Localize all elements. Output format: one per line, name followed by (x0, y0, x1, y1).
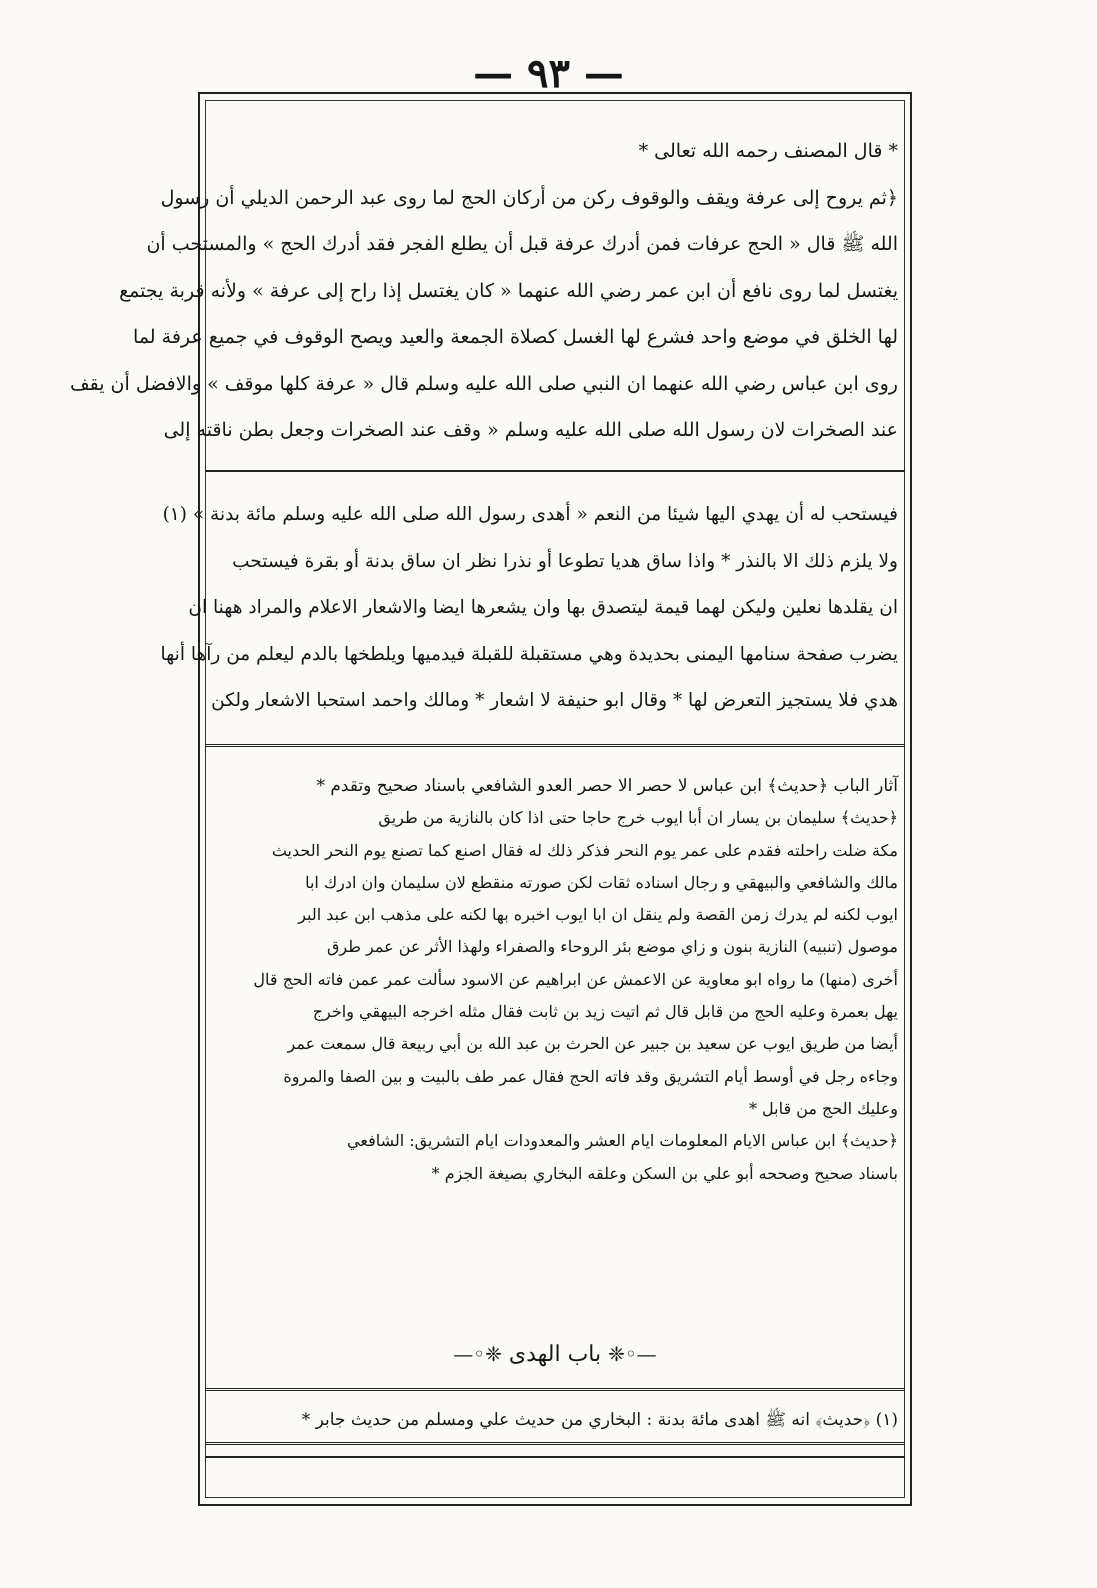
commentary-line: ولا يلزم ذلك الا بالنذر * واذا ساق هديا تطوعا أو نذرا نظر ان ساق بدنة أو بقرة فيستحب (232, 550, 898, 572)
hadith-note-line: يهل بعمرة وعليه الحج من قابل قال ثم اتيت زيد بن ثابت فقال مثله اخرجه البيهقي واخرج (312, 1002, 898, 1022)
footnote-separator (205, 1388, 905, 1391)
main-text-line: * قال المصنف رحمه الله تعالى * (638, 140, 898, 162)
hadith-note-line: أيضا من طريق ايوب عن سعيد بن جبير عن الحرث بن عبد الله بن أبي ربيعة قال سمعت عمر (287, 1034, 898, 1054)
main-text-line: الله ﷺ قال « الحج عرفات فمن أدرك عرفة قبل أن يطلع الفجر فقد أدرك الحج » والمستحب أن (146, 233, 898, 255)
footnote: (١) ﴿حديث﴾ انه ﷺ اهدى مائة بدنة : البخاري من حديث علي ومسلم من حديث جابر * (301, 1410, 898, 1430)
bottom-rule (205, 1456, 905, 1458)
page-number: — ٩٣ — (473, 50, 624, 97)
section-title (212, 1334, 898, 1375)
hadith-notes (212, 770, 898, 1190)
main-text-line: عند الصخرات لان رسول الله صلى الله عليه وسلم « وقف عند الصخرات وجعل بطن ناقته إلى (163, 419, 898, 441)
main-text-line: روى ابن عباس رضي الله عنهما ان النبي صلى الله عليه وسلم قال « عرفة كلها موقف » والافضل أن يقف (69, 372, 898, 395)
hadith-notes-heading: آثار الباب ﴿حديث﴾ ابن عباس لا حصر الا حصر العدو الشافعي باسناد صحيح وتقدم * (316, 776, 898, 796)
main-text-line: يغتسل لما روى نافع أن ابن عمر رضي الله عنهما « كان يغتسل إذا راح إلى عرفة » ولأنه قربة يجتمع (119, 279, 898, 302)
hadith-note-line: ﴿حديث﴾ سليمان بن يسار ان أبا ايوب خرج حاجا حتى اذا كان بالنازية من طريق (378, 808, 898, 828)
commentary-text (160, 492, 898, 725)
main-text-separator (205, 470, 905, 472)
commentary-line: فيستحب له أن يهدي اليها شيئا من النعم « أهدى رسول الله صلى الله عليه وسلم مائة بدنة » (١) (162, 504, 898, 525)
hadith-note-line: أخرى (منها) ما رواه ابو معاوية عن الاعمش عن ابراهيم عن الاسود سألت عمر عمن فاته الحج قال (253, 969, 898, 989)
section-title-text: باب الهدى (508, 1342, 602, 1367)
commentary-line: هدي فلا يستجيز التعرض لها * وقال ابو حنيفة لا اشعار * ومالك واحمد استحبا الاشعار ولكن (211, 690, 898, 711)
commentary-separator (205, 744, 905, 747)
main-text-line: ﴿ثم يروح إلى عرفة ويقف والوقوف ركن من أركان الحج لما روى عبد الرحمن الديلي أن رسول (160, 186, 898, 209)
hadith-note-line: مالك والشافعي والبيهقي و رجال اسناده ثقات لكن صورته منقطع لان سليمان وان ادرك ابا (305, 872, 898, 892)
hadith-note-line: وجاءه رجل في أوسط أيام التشريق وقد فاته الحج فقال عمر طف بالبيت و بين الصفا والمروة (283, 1066, 898, 1086)
hadith-note-line: وعليك الحج من قابل * (748, 1098, 898, 1118)
main-text-line: لها الخلق في موضع واحد فشرع لها الغسل كصلاة الجمعة والعيد ويصح الوقوف في جميع عرفة لما (133, 326, 898, 348)
hadith-note-line: ايوب لكنه لم يدرك زمن القصة ولم ينقل ان ابا ايوب اخبره بها لكنه على مذهب ابن عبد البر (298, 905, 898, 925)
ornament-icon: —◦❈ (608, 1342, 657, 1366)
commentary-line: ان يقلدها نعلين وليكن لهما قيمة ليتصدق بها وان يشعرها ايضا والاشعار الاعلام والمراد ههنا ان (188, 597, 898, 618)
main-text (69, 128, 898, 454)
hadith-note-line: موصول (تنبيه) النازية بنون و زاي موضع بئر الروحاء والصفراء ولهذا الأثر عن عمر طرق (326, 937, 898, 957)
hadith-note-line: مكة ضلت راحلته فقدم على عمر يوم النحر فذكر ذلك له فقال اصنع كما تصنع يوم النحر الحديث (271, 840, 898, 860)
hadith-note-line: ﴿حديث﴾ ابن عباس الايام المعلومات ايام العشر والمعدودات ايام التشريق: الشافعي (347, 1131, 898, 1151)
hadith-note-line: باسناد صحيح وصححه أبو علي بن السكن وعلقه البخاري بصيغة الجزم * (431, 1163, 898, 1183)
bottom-rule (205, 1442, 905, 1445)
commentary-line: يضرب صفحة سنامها اليمنى بحديدة وهي مستقبلة للقبلة فيدميها ويلطخها بالدم ليعلم من رآها أنها (160, 643, 898, 665)
ornament-icon: ❈◦— (453, 1342, 502, 1366)
